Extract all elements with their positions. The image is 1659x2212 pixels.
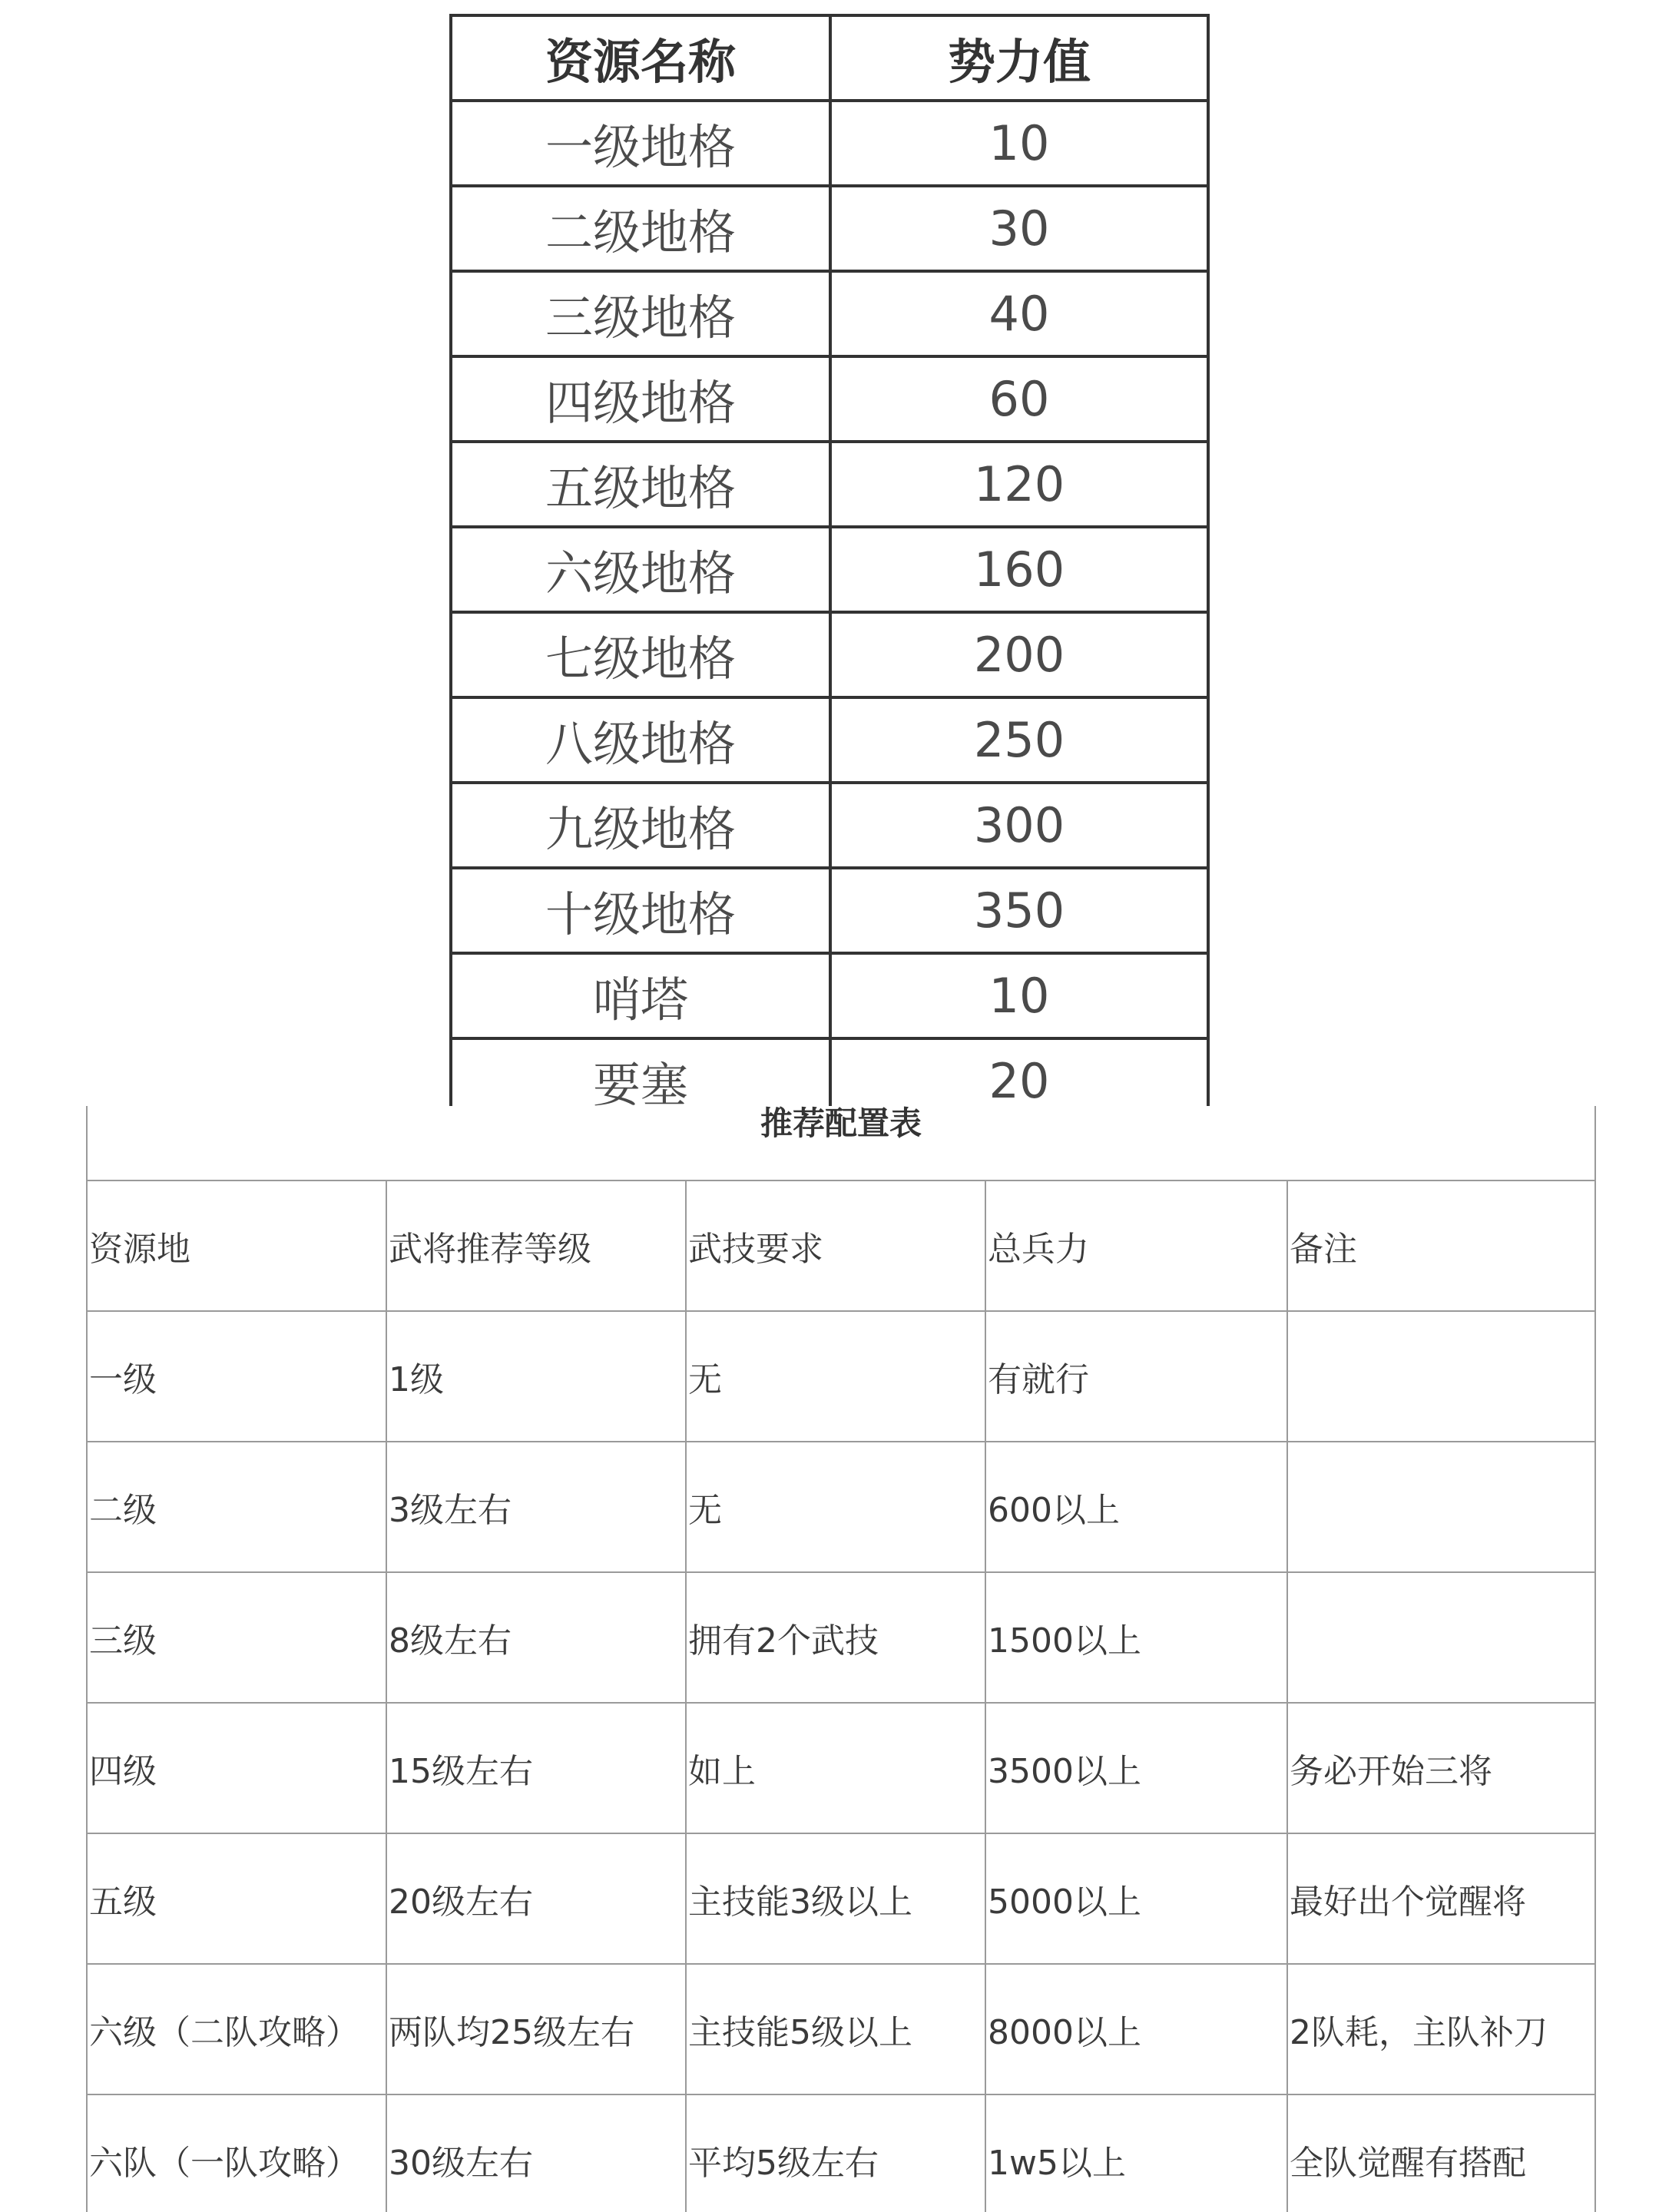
skill-requirement-cell: 主技能5级以上 — [687, 1965, 986, 2094]
influence-value-cell: 40 — [988, 286, 1050, 342]
resource-name-cell: 七级地格 — [452, 614, 832, 696]
general-level-cell: 3级左右 — [387, 1442, 687, 1571]
total-troops-cell: 600以上 — [986, 1442, 1288, 1571]
influence-value-cell: 250 — [973, 712, 1065, 768]
table-row — [452, 699, 1207, 784]
table-row — [452, 784, 1207, 869]
header-skill-requirement: 武技要求 — [687, 1181, 986, 1310]
table-row — [88, 1704, 1594, 1834]
total-troops-cell: 3500以上 — [986, 1704, 1288, 1833]
general-level-cell: 1级 — [387, 1312, 687, 1441]
resource-name-cell: 三级地格 — [452, 273, 832, 355]
resource-name-cell: 六级地格 — [452, 528, 832, 611]
general-level-cell: 30级左右 — [387, 2095, 687, 2212]
influence-value-cell: 120 — [973, 456, 1065, 512]
table-row — [452, 955, 1207, 1040]
influence-value-cell: 20 — [988, 1053, 1050, 1106]
header-resource-land: 资源地 — [88, 1181, 387, 1310]
table-row — [88, 1834, 1594, 1965]
influence-table-header — [452, 17, 1207, 102]
resource-name-cell: 二级地格 — [452, 187, 832, 270]
table-row — [452, 102, 1207, 187]
table-row — [88, 1442, 1594, 1573]
header-notes: 备注 — [1290, 1230, 1357, 1269]
resource-name-cell: 一级地格 — [452, 102, 832, 184]
resource-land-cell: 四级 — [88, 1704, 387, 1833]
config-table — [86, 1106, 1596, 2212]
table-row — [452, 528, 1207, 614]
influence-value-cell: 160 — [973, 541, 1065, 598]
notes-cell: 全队觉醒有搭配 — [1290, 2144, 1526, 2183]
notes-cell — [1288, 1442, 1594, 1571]
header-influence-value: 势力值 — [947, 34, 1091, 90]
skill-requirement-cell: 主技能3级以上 — [687, 1834, 986, 1963]
table-row — [88, 1965, 1594, 2095]
general-level-cell: 20级左右 — [387, 1834, 687, 1963]
total-troops-cell: 8000以上 — [986, 1965, 1288, 2094]
resource-name-cell: 十级地格 — [452, 869, 832, 952]
table-row — [452, 1040, 1207, 1106]
resource-name-cell: 要塞 — [452, 1040, 832, 1106]
total-troops-cell: 1w5以上 — [986, 2095, 1288, 2212]
table-row — [452, 443, 1207, 528]
notes-cell — [1288, 1312, 1594, 1441]
general-level-cell: 8级左右 — [387, 1573, 687, 1702]
total-troops-cell: 1500以上 — [986, 1573, 1288, 1702]
table-row — [88, 2095, 1594, 2212]
config-table-title-row — [88, 1106, 1594, 1181]
config-table-title: 推荐配置表 — [760, 1106, 922, 1142]
influence-value-cell: 60 — [988, 371, 1050, 427]
table-row — [88, 1312, 1594, 1442]
skill-requirement-cell: 无 — [687, 1312, 986, 1441]
skill-requirement-cell: 如上 — [687, 1704, 986, 1833]
skill-requirement-cell: 拥有2个武技 — [687, 1573, 986, 1702]
notes-cell — [1288, 1573, 1594, 1702]
influence-value-cell: 200 — [973, 627, 1065, 683]
influence-value-cell: 10 — [988, 115, 1050, 171]
header-resource-name: 资源名称 — [452, 17, 832, 99]
resource-land-cell: 二级 — [88, 1442, 387, 1571]
table-row — [88, 1573, 1594, 1704]
resource-name-cell: 四级地格 — [452, 358, 832, 440]
resource-land-cell: 一级 — [88, 1312, 387, 1441]
resource-land-cell: 五级 — [88, 1834, 387, 1963]
notes-cell: 务必开始三将 — [1290, 1752, 1492, 1791]
resource-land-cell: 六队（一队攻略） — [88, 2095, 387, 2212]
general-level-cell: 两队均25级左右 — [387, 1965, 687, 2094]
skill-requirement-cell: 平均5级左右 — [687, 2095, 986, 2212]
total-troops-cell: 5000以上 — [986, 1834, 1288, 1963]
influence-table — [449, 14, 1210, 1106]
resource-name-cell: 五级地格 — [452, 443, 832, 525]
table-row — [452, 187, 1207, 273]
header-total-troops: 总兵力 — [986, 1181, 1288, 1310]
influence-value-cell: 300 — [973, 797, 1065, 853]
header-general-level: 武将推荐等级 — [387, 1181, 687, 1310]
table-row — [452, 869, 1207, 955]
notes-cell: 2队耗，主队补刀 — [1290, 2013, 1548, 2052]
table-row — [452, 273, 1207, 358]
table-row — [452, 614, 1207, 699]
table-row — [452, 358, 1207, 443]
resource-land-cell: 六级（二队攻略） — [88, 1965, 387, 2094]
total-troops-cell: 有就行 — [986, 1312, 1288, 1441]
notes-cell: 最好出个觉醒将 — [1290, 1883, 1526, 1922]
config-table-header — [88, 1181, 1594, 1312]
resource-land-cell: 三级 — [88, 1573, 387, 1702]
skill-requirement-cell: 无 — [687, 1442, 986, 1571]
influence-value-cell: 350 — [973, 882, 1065, 939]
resource-name-cell: 哨塔 — [452, 955, 832, 1037]
general-level-cell: 15级左右 — [387, 1704, 687, 1833]
influence-value-cell: 10 — [988, 968, 1050, 1024]
resource-name-cell: 八级地格 — [452, 699, 832, 781]
influence-value-cell: 30 — [988, 200, 1050, 257]
resource-name-cell: 九级地格 — [452, 784, 832, 866]
